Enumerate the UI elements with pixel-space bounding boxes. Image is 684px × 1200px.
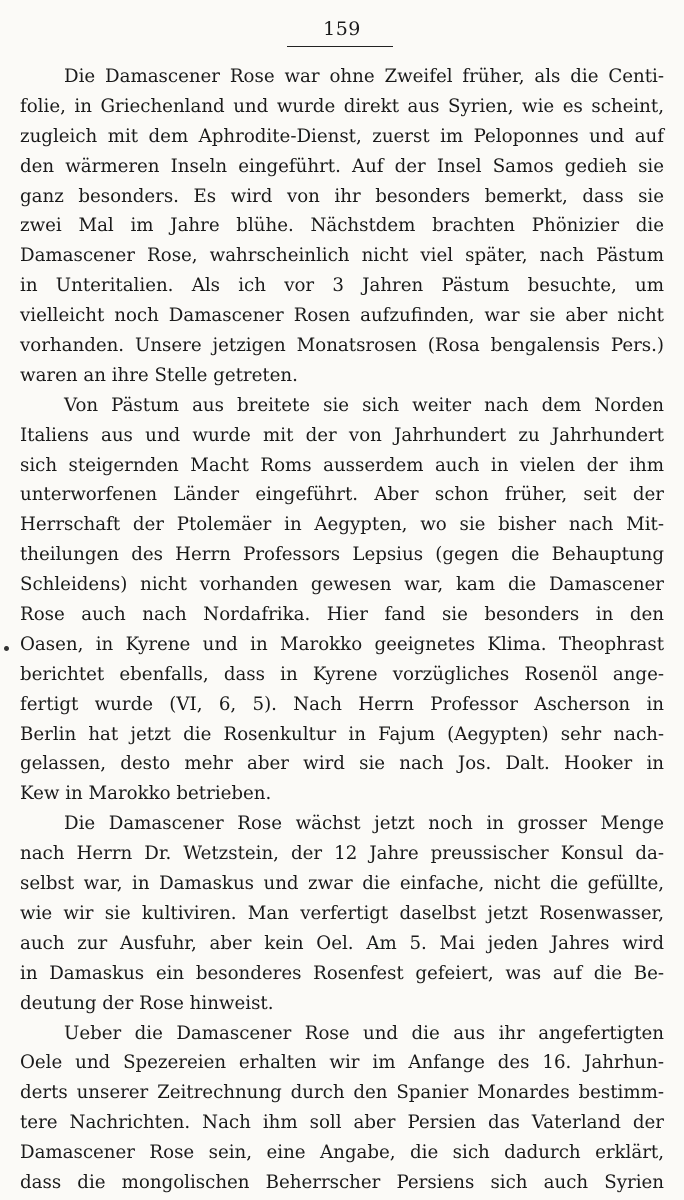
body-text <box>20 62 664 1198</box>
text-line: selbst war, in Damaskus und zwar die einfache, nicht die gefüllte, <box>20 873 664 895</box>
text-line: zwei Mal im Jahre blühe. Nächstdem brachten Phönizier die <box>20 215 664 237</box>
text-line: derts unserer Zeitrechnung durch den Spanier Monardes bestimm- <box>20 1082 664 1104</box>
paragraph <box>20 62 664 391</box>
paragraph <box>20 391 664 809</box>
text-line: deutung der Rose hinweist. <box>20 992 274 1014</box>
text-line: Von Pästum aus breitete sie sich weiter nach dem Norden <box>64 394 664 416</box>
text-line: vorhanden. Unsere jetzigen Monatsrosen (Rosa bengalensis Pers.) <box>20 335 664 357</box>
text-line: in Damaskus ein besonderes Rosenfest gefeiert, was auf die Be- <box>20 962 664 984</box>
text-line: Oasen, in Kyrene und in Marokko geeignetes Klima. Theophrast <box>20 633 664 655</box>
text-line: folie, in Griechenland und wurde direkt aus Syrien, wie es scheint, <box>20 95 664 117</box>
text-line: in Unteritalien. Als ich vor 3 Jahren Pästum besuchte, um <box>20 275 664 297</box>
text-line: Berlin hat jetzt die Rosenkultur in Fajum (Aegypten) sehr nach- <box>20 723 664 745</box>
text-line: Schleidens) nicht vorhanden gewesen war, kam die Damascener <box>20 574 664 596</box>
text-line: den wärmeren Inseln eingeführt. Auf der Insel Samos gedieh sie <box>20 155 664 177</box>
text-line: Italiens aus und wurde mit der von Jahrhundert zu Jahrhundert <box>20 424 664 446</box>
text-line: waren an ihre Stelle getreten. <box>20 364 298 386</box>
text-line: Die Damascener Rose wächst jetzt noch in grosser Menge <box>64 813 664 835</box>
text-line: Herrschaft der Ptolemäer in Aegypten, wo sie bisher nach Mit- <box>20 514 664 536</box>
text-line: auch zur Ausfuhr, aber kein Oel. Am 5. Mai jeden Jahres wird <box>20 932 664 954</box>
paragraph <box>20 1019 664 1198</box>
text-line: gelassen, desto mehr aber wird sie nach Jos. Dalt. Hooker in <box>20 753 664 775</box>
text-line: berichtet ebenfalls, dass in Kyrene vorzügliches Rosenöl ange- <box>20 663 664 685</box>
text-line: Oele und Spezereien erhalten wir im Anfange des 16. Jahrhun- <box>20 1052 664 1074</box>
text-line: zugleich mit dem Aphrodite-Dienst, zuerst im Peloponnes und auf <box>20 125 664 147</box>
text-line: vielleicht noch Damascener Rosen aufzufinden, war sie aber nicht <box>20 305 664 327</box>
text-line: Damascener Rose sein, eine Angabe, die sich dadurch erklärt, <box>20 1142 664 1164</box>
text-line: Ueber die Damascener Rose und die aus ihr angefertigten <box>64 1022 664 1044</box>
text-line: wie wir sie kultiviren. Man verfertigt daselbst jetzt Rosenwasser, <box>20 902 664 924</box>
text-line: Rose auch nach Nordafrika. Hier fand sie besonders in den <box>20 604 664 626</box>
text-line: unterworfenen Länder eingeführt. Aber schon früher, seit der <box>20 484 664 506</box>
text-line: Kew in Marokko betrieben. <box>20 783 272 805</box>
text-line: nach Herrn Dr. Wetzstein, der 12 Jahre preussischer Konsul da- <box>20 843 664 865</box>
text-line: ganz besonders. Es wird von ihr besonders bemerkt, dass sie <box>20 185 664 207</box>
page-number: 159 <box>323 18 361 40</box>
text-line: theilungen des Herrn Professors Lepsius (gegen die Behauptung <box>20 544 664 566</box>
text-line: sich steigernden Macht Roms ausserdem auch in vielen der ihm <box>20 454 664 476</box>
text-line: Die Damascener Rose war ohne Zweifel früher, als die Centi- <box>64 66 664 87</box>
text-line: dass die mongolischen Beherrscher Persiens sich auch Syrien <box>20 1171 664 1193</box>
header-rule <box>287 46 393 47</box>
margin-ink-mark <box>4 646 9 651</box>
text-line: fertigt wurde (VI, 6, 5). Nach Herrn Professor Ascherson in <box>20 693 664 715</box>
paragraph <box>20 809 664 1018</box>
text-line: tere Nachrichten. Nach ihm soll aber Persien das Vaterland der <box>20 1112 664 1134</box>
text-line: Damascener Rose, wahrscheinlich nicht viel später, nach Pästum <box>20 245 664 267</box>
